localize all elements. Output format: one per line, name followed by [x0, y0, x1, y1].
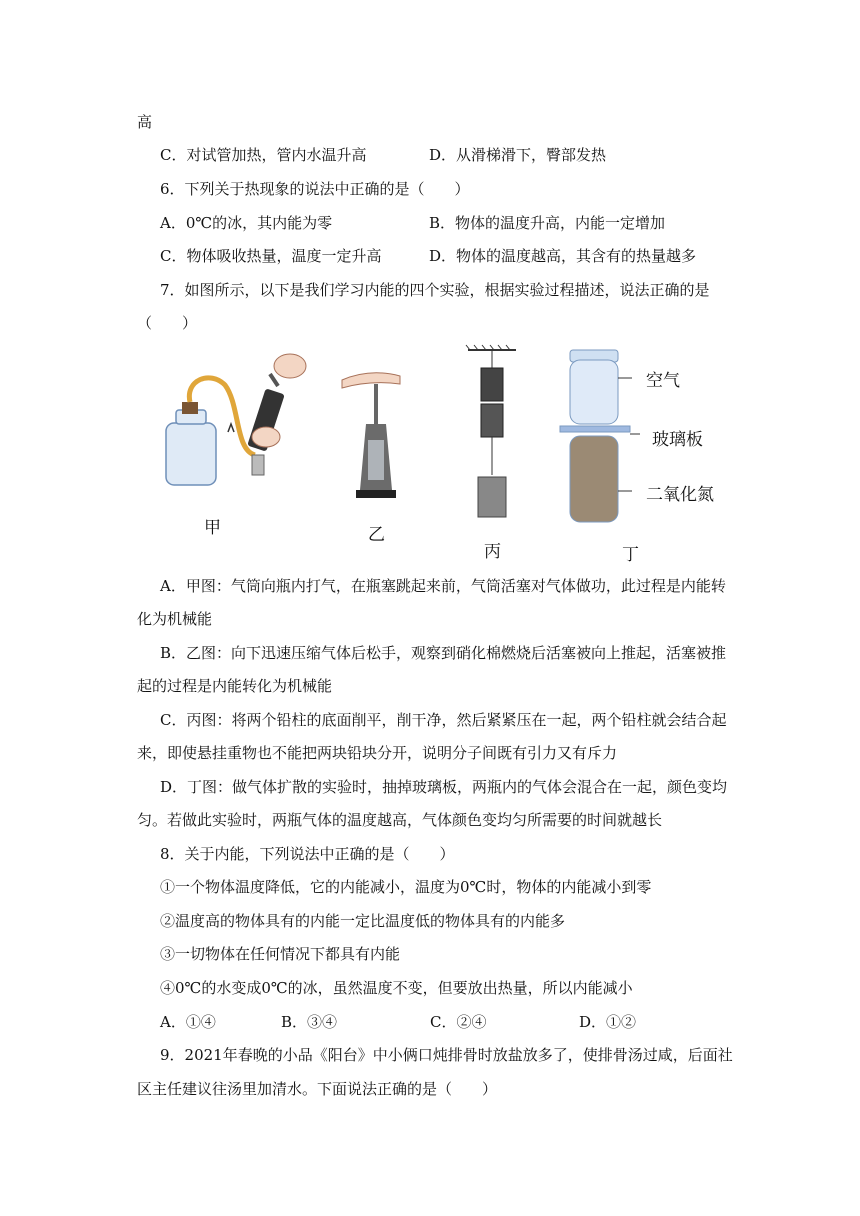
option-7a-line1: A．甲图：气筒向瓶内打气，在瓶塞跳起来前，气筒活塞对气体做功，此过程是内能转 [160, 577, 726, 595]
option-7b-line2: 起的过程是内能转化为机械能 [137, 677, 333, 695]
option-5c: C．对试管加热，管内水温升高 [160, 146, 367, 164]
compression-tube-apparatus [342, 373, 400, 498]
caption-ding: 丁 [622, 545, 639, 565]
bottle-pump-apparatus [166, 354, 306, 485]
gas-diffusion-apparatus [560, 350, 640, 522]
statement-8-1: ①一个物体温度降低，它的内能减小，温度为0℃时，物体的内能减小到零 [160, 878, 652, 896]
question-8: 8．关于内能，下列说法中正确的是（ ） [160, 845, 455, 863]
option-6a: A．0℃的冰，其内能为零 [160, 214, 333, 232]
statement-8-2: ②温度高的物体具有的内能一定比温度低的物体具有的内能多 [160, 912, 566, 930]
caption-bing: 丙 [484, 542, 501, 562]
label-glass-plate: 玻璃板 [652, 430, 703, 450]
option-8b: B．③④ [281, 1013, 338, 1031]
caption-yi: 乙 [368, 525, 385, 545]
statement-8-3: ③一切物体在任何情况下都具有内能 [160, 945, 401, 963]
option-7a-line2: 化为机械能 [137, 610, 213, 628]
caption-jia: 甲 [204, 518, 221, 538]
option-5d: D．从滑梯滑下，臀部发热 [429, 146, 607, 164]
option-7d-line1: D．丁图：做气体扩散的实验时，抽掉玻璃板，两瓶内的气体会混合在一起，颜色变均 [160, 778, 728, 796]
option-6b: B．物体的温度升高，内能一定增加 [429, 214, 666, 232]
lead-cylinder-apparatus [466, 345, 516, 517]
question-6: 6．下列关于热现象的说法中正确的是（ ） [160, 180, 470, 198]
question-9-line2: 区主任建议往汤里加清水。下面说法正确的是（ ） [137, 1080, 498, 1098]
question-9-line1: 9．2021年春晚的小品《阳台》中小俩口炖排骨时放盐放多了，使排骨汤过咸，后面社 [160, 1046, 733, 1064]
option-8c: C．②④ [430, 1013, 487, 1031]
option-7c-line2: 来，即使悬挂重物也不能把两块铅块分开，说明分子间既有引力又有斥力 [137, 744, 618, 762]
label-air: 空气 [646, 371, 680, 391]
option-8d: D．①② [579, 1013, 637, 1031]
experiment-figure [0, 0, 860, 580]
question-7: 7．如图所示，以下是我们学习内能的四个实验，根据实验过程描述，说法正确的是 [160, 281, 710, 299]
option-7b-line1: B．乙图：向下迅速压缩气体后松手，观察到硝化棉燃烧后活塞被向上推起，活塞被推 [160, 644, 727, 662]
option-6d: D．物体的温度越高，其含有的热量越多 [429, 247, 697, 265]
statement-8-4: ④0℃的水变成0℃的冰，虽然温度不变，但要放出热量，所以内能减小 [160, 979, 633, 997]
question-7-paren: （ ） [137, 314, 198, 332]
option-8a: A．①④ [160, 1013, 216, 1031]
option-7d-line2: 匀。若做此实验时，两瓶气体的温度越高，气体颜色变均匀所需要的时间就越长 [137, 811, 663, 829]
text-line: 高 [137, 113, 153, 131]
label-nitrogen-dioxide: 二氧化氮 [646, 485, 714, 505]
option-6c: C．物体吸收热量，温度一定升高 [160, 247, 382, 265]
option-7c-line1: C．丙图：将两个铅柱的底面削平，削干净，然后紧紧压在一起，两个铅柱就会结合起 [160, 711, 727, 729]
